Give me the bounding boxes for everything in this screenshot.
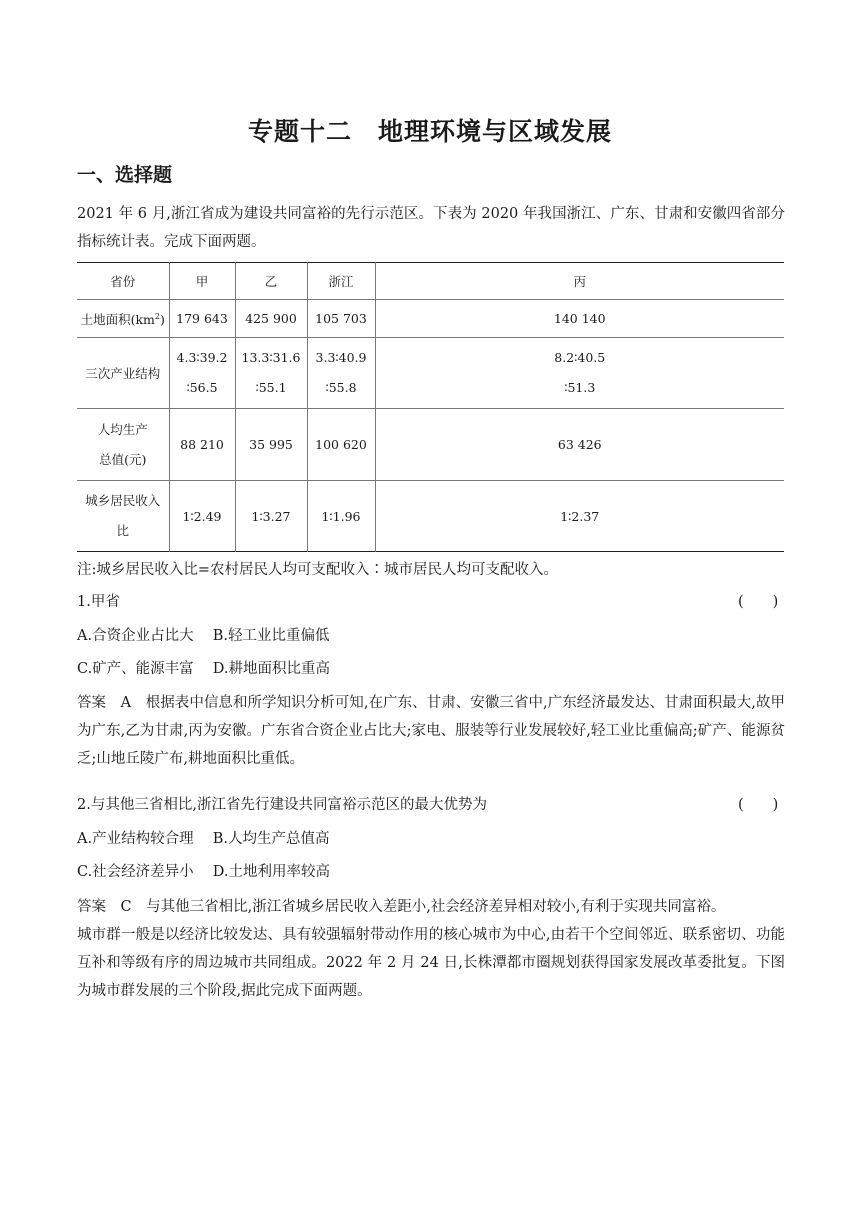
question-1-answer: 答案 A 根据表中信息和所学知识分析可知,在广东、甘肃、安徽三省中,广东经济最发达、甘肃面积最大,故甲为广东,乙为甘肃,丙为安徽。广东省合资企业占比大;家电、服装等行业发展较好,轻工业比重偏高;矿产、能源贫乏;山地丘陵广布,耕地面积比重低。 xyxy=(77,695,785,767)
question-2-options-cd: C.社会经济差异小 D.土地利用率较高 xyxy=(77,864,331,880)
question-2-options-ab: A.产业结构较合理 B.人均生产总值高 xyxy=(77,831,330,847)
table-cell: 3.3∶40.9 ∶55.8 xyxy=(307,338,375,409)
question-1-answer-blank: ( ) xyxy=(738,594,779,610)
intro-paragraph: 2021 年 6 月,浙江省成为建设共同富裕的先行示范区。下表为 2020 年我国浙江、广东、甘肃和安徽四省部分指标统计表。完成下面两题。 xyxy=(77,206,785,250)
intro-paragraph-2: 城市群一般是以经济比较发达、具有较强辐射带动作用的核心城市为中心,由若干个空间邻近、联系密切、功能互补和等级有序的周边城市共同组成。2022 年 2 月 24 日,长株潭都市圈规划获得国家发展改革委批复。下图为城市群发展的三个阶段,据此完成下面两题。 xyxy=(77,927,785,999)
table-header-row xyxy=(77,263,784,300)
table-cell: 63 426 xyxy=(375,409,784,481)
page-title: 专题十二 地理环境与区域发展 xyxy=(247,117,612,146)
section-heading: 一、选择题 xyxy=(77,164,173,186)
table-row-land-area xyxy=(77,300,784,338)
row-label: 三次产业结构 xyxy=(77,338,169,409)
row-label: 土地面积$(km^2)$ xyxy=(77,300,169,338)
table-cell: 105 703 xyxy=(307,300,375,338)
question-1-stem: 1.甲省 xyxy=(77,594,120,610)
statistics-table xyxy=(77,262,784,552)
header-cell: 乙 xyxy=(235,263,307,300)
question-1-options-ab: A.合资企业占比大 B.轻工业比重偏低 xyxy=(77,628,330,644)
table-row-income-ratio xyxy=(77,481,784,552)
table-cell: 425 900 xyxy=(235,300,307,338)
table-cell: 1∶3.27 xyxy=(235,481,307,552)
header-cell: 浙江 xyxy=(307,263,375,300)
table-cell: 1∶2.37 xyxy=(375,481,784,552)
table-cell: 1∶2.49 xyxy=(169,481,235,552)
header-cell: 省份 xyxy=(110,274,136,289)
question-1-options-cd: C.矿产、能源丰富 D.耕地面积比重高 xyxy=(77,661,331,677)
table-cell: 100 620 xyxy=(307,409,375,481)
table-cell: 4.3∶39.2 ∶56.5 xyxy=(169,338,235,409)
question-2-answer: 答案 C 与其他三省相比,浙江省城乡居民收入差距小,社会经济差异相对较小,有利于实现共同富裕。 xyxy=(77,899,726,915)
table-cell: 35 995 xyxy=(235,409,307,481)
table-cell: 1∶1.96 xyxy=(307,481,375,552)
table-cell: 8.2∶40.5 ∶51.3 xyxy=(375,338,784,409)
row-label: 城乡居民收入 比 xyxy=(77,481,169,552)
table-row-gdp-per-capita xyxy=(77,409,784,481)
header-cell: 丙 xyxy=(375,263,784,300)
table-cell: 179 643 xyxy=(169,300,235,338)
header-cell: 甲 xyxy=(169,263,235,300)
table-row-industry-structure xyxy=(77,338,784,409)
table-cell: 13.3∶31.6 ∶55.1 xyxy=(235,338,307,409)
question-2-answer-blank: ( ) xyxy=(738,797,779,813)
table-cell: 88 210 xyxy=(169,409,235,481)
table-cell: 140 140 xyxy=(375,300,784,338)
question-2-stem: 2.与其他三省相比,浙江省先行建设共同富裕示范区的最大优势为 xyxy=(77,797,487,813)
table-note: 注:城乡居民收入比=农村居民人均可支配收入∶城市居民人均可支配收入。 xyxy=(77,562,559,578)
row-label: 人均生产 总值(元) xyxy=(77,409,169,481)
